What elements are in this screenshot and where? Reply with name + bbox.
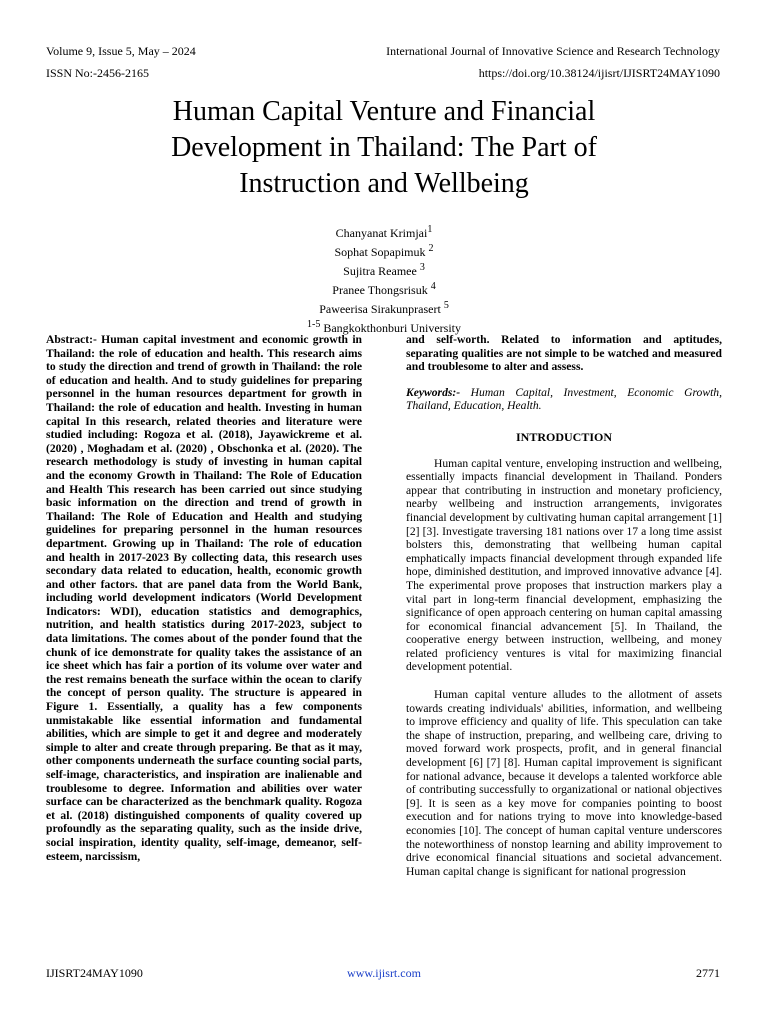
title-line-3: Instruction and Wellbeing [239,168,529,199]
intro-paragraph-1: Human capital venture, enveloping instruction and wellbeing, essentially impacts financial development in Thailand. Ponders appear that contributing in instruction and monetary proficiency, nearby wellbeing and instruction arrangements, invigorates financial development by cultivating human capital arrangement [1] [2] [3]. Investigate traversing 181 nations over 17 a long time assist bolsters this, demonstrating that wellbeing human capital emphatically impacts financial development through expanded life hope, diminished destitution, and improved innovative advance [4]. The experimental prove proposes that instruction markers play a vital part in long-term financial development, emphasizing the significance of open approach centering on human capital amassing for economical financial advancement [5]. In Thailand, the cooperative energy between instruction, wellbeing, and money related proficiency ventures is vital for maximizing financial development potential. [406,456,722,674]
title-line-1: Human Capital Venture and Financial [172,96,596,127]
author-3: Sujitra Reamee $^3$ [343,262,425,278]
keywords-text: Human Capital, Investment, Economic Growth, Thailand, Education, Health. [406,385,722,413]
header-volume: Volume 9, Issue 5, May – 2024 [46,44,196,58]
affiliation: $^{1-5}$ Bangkokthonburi University [307,319,461,335]
abstract-continued: and self-worth. Related to information and aptitudes, separating qualities are not simple to be watched and measured and troublesome to alter and assess. [406,333,722,374]
header-doi[interactable]: https://doi.org/10.38124/ijisrt/IJISRT24MAY1090 [478,66,720,80]
intro-paragraph-2: Human capital venture alludes to the allotment of assets towards creating individuals' abilities, information, and wellbeing to improve efficiency and quality of life. This speculation can take the shape of instruction, preparing, and wellbeing care, driving to moved forward work prospects, profit, and in general financial development [6] [7] [8]. Human capital improvement is significant for national advance, because it develops a talented workforce able of contributing successfully to organizational or national objectives [9]. It is seen as a key move for companies pointing to boost execution and for nations trying to move into knowledge-based economies [10]. The concept of human capital venture underscores the noteworthiness of nonstop learning and ability improvement to drive economical financial situations and societal advancement. Human capital change is significant for national progression [406,688,722,878]
paper-title [0,94,768,202]
footer-website-link[interactable]: www.ijisrt.com [347,966,421,980]
right-column [406,333,722,878]
title-line-2: Development in Thailand: The Part of [171,132,597,163]
keywords [406,386,722,413]
author-list [0,222,768,336]
header-journal: International Journal of Innovative Science and Research Technology [386,44,720,58]
author-4: Pranee Thongsrisuk $^4$ [332,281,436,297]
keywords-label: Keywords:- [406,385,461,399]
author-5: Paweerisa Sirakunprasert $^5$ [319,300,449,316]
section-heading-introduction: INTRODUCTION [515,429,612,444]
left-column [46,333,362,863]
footer-page-number: 2771 [696,966,720,980]
author-2: Sophat Sopapimuk $^2$ [334,243,434,259]
author-1: Chanyanat Krimjai$^1$ [335,224,433,240]
header-issn: ISSN No:-2456-2165 [46,66,150,80]
footer-paper-id: IJISRT24MAY1090 [46,966,143,980]
abstract-text: Abstract:- Human capital investment and economic growth in Thailand: the role of education and health. This research aims to study the direction and trend of growth in Thailand: the role of education and health. And to study guidelines for preparing personnel in the human resources department for growth in Thailand: the role of education and health. Investing in human capital In this research, related theories and literature were studied including: Rogoza et al. (2018), Jayawickreme et al. (2020) , Moghadam et al. (2020) , Obschonka et al. (2020). The research methodology is study of investing in human capital and the economy Growth in Thailand: The Role of Education and Health This research has been carried out since studying basic information on the direction and trend of growth in Thailand: The Role of Education and Health and studying guidelines for preparing personnel in the human resources department. Growing up in Thailand: The role of education and health in 2017-2023 By collecting data, this research uses secondary data related to education, health, economic growth and other factors. that are panel data from the World Bank, including world development indicators (World Development Indicators: WDI), education statistics and demographics, nutrition, and health statistics during 2017-2023, subject to data limitations. The comes about of the ponder found that the chunk of ice demonstrate for quality takes the assistance of an ice sheet which has fair a portion of its volume over water and the rest remains beneath the surface within the ocean to clarify the concept of person quality. The structure is appeared in Figure 1. Essentially, a quality has a few components unmistakable like essential information and fundamental abilities, which are simple to get it and degree and moderately simple to alter and create through preparing. Be that as it may, other components underneath the surface counting social parts, self-image, characteristics, and inspiration are inalienable and troublesome to degree. Information and abilities over water surface can be characterized as the benchmark quality. Rogoza et al. (2018) distinguished components of quality covered up profoundly as the separating quality, such as the inside drive, social inspiration, identity quality, self-image, demeanor, self-esteem, narcissism, [46,333,362,863]
